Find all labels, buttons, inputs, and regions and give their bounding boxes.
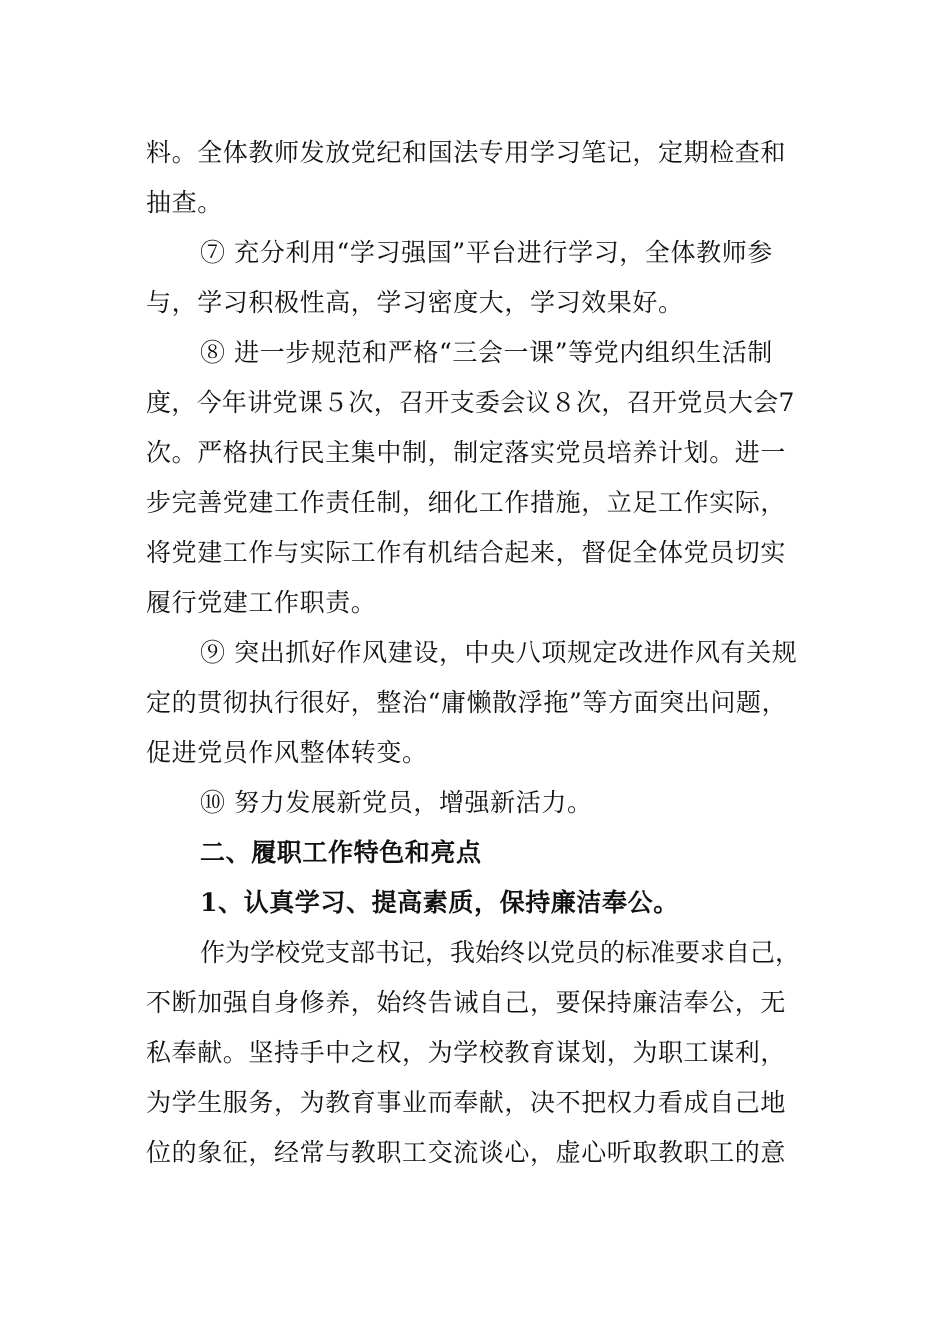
text-line: 次。严格执行民主集中制，制定落实党员培养计划。进一 [146,438,787,467]
text-line: 度，今年讲党课５次，召开支委会议８次，召开党员大会7 [146,388,795,417]
text-line: 履行党建工作职责。 [146,588,377,617]
section-heading: 二、履职工作特色和亮点 [200,838,482,867]
text-line: 定的贯彻执行很好，整治“庸懒散浮拖”等方面突出问题， [146,688,788,717]
text-line: 将党建工作与实际工作有机结合起来，督促全体党员切实 [146,538,787,567]
text-line: 抽查。 [146,188,223,217]
text-line: 为学生服务，为教育事业而奉献，决不把权力看成自己地 [146,1088,787,1117]
text-line: 与，学习积极性高，学习密度大，学习效果好。 [146,288,684,317]
list-item-10: ⑩ 努力发展新党员，增强新活力。 [200,788,593,817]
text-line: 不断加强自身修养，始终告诫自己，要保持廉洁奉公，无 [146,988,787,1017]
text-line: 私奉献。坚持手中之权，为学校教育谋划，为职工谋利， [146,1038,787,1067]
list-item-8: ⑧ 进一步规范和严格“三会一课”等党内组织生活制 [200,338,773,367]
text-line: 料。全体教师发放党纪和国法专用学习笔记，定期检查和 [146,138,787,167]
text-line: 促进党员作风整体转变。 [146,738,428,767]
paragraph-start: 作为学校党支部书记，我始终以党员的标准要求自己， [200,938,801,967]
list-item-9: ⑨ 突出抓好作风建设，中央八项规定改进作风有关规 [200,638,798,667]
text-line: 位的象征，经常与教职工交流谈心，虚心听取教职工的意 [146,1138,787,1167]
text-line: 步完善党建工作责任制，细化工作措施，立足工作实际， [146,488,787,517]
list-item-7: ⑦ 充分利用“学习强国”平台进行学习，全体教师参 [200,238,773,267]
subsection-heading: 1、认真学习、提高素质，保持廉洁奉公。 [200,888,679,917]
